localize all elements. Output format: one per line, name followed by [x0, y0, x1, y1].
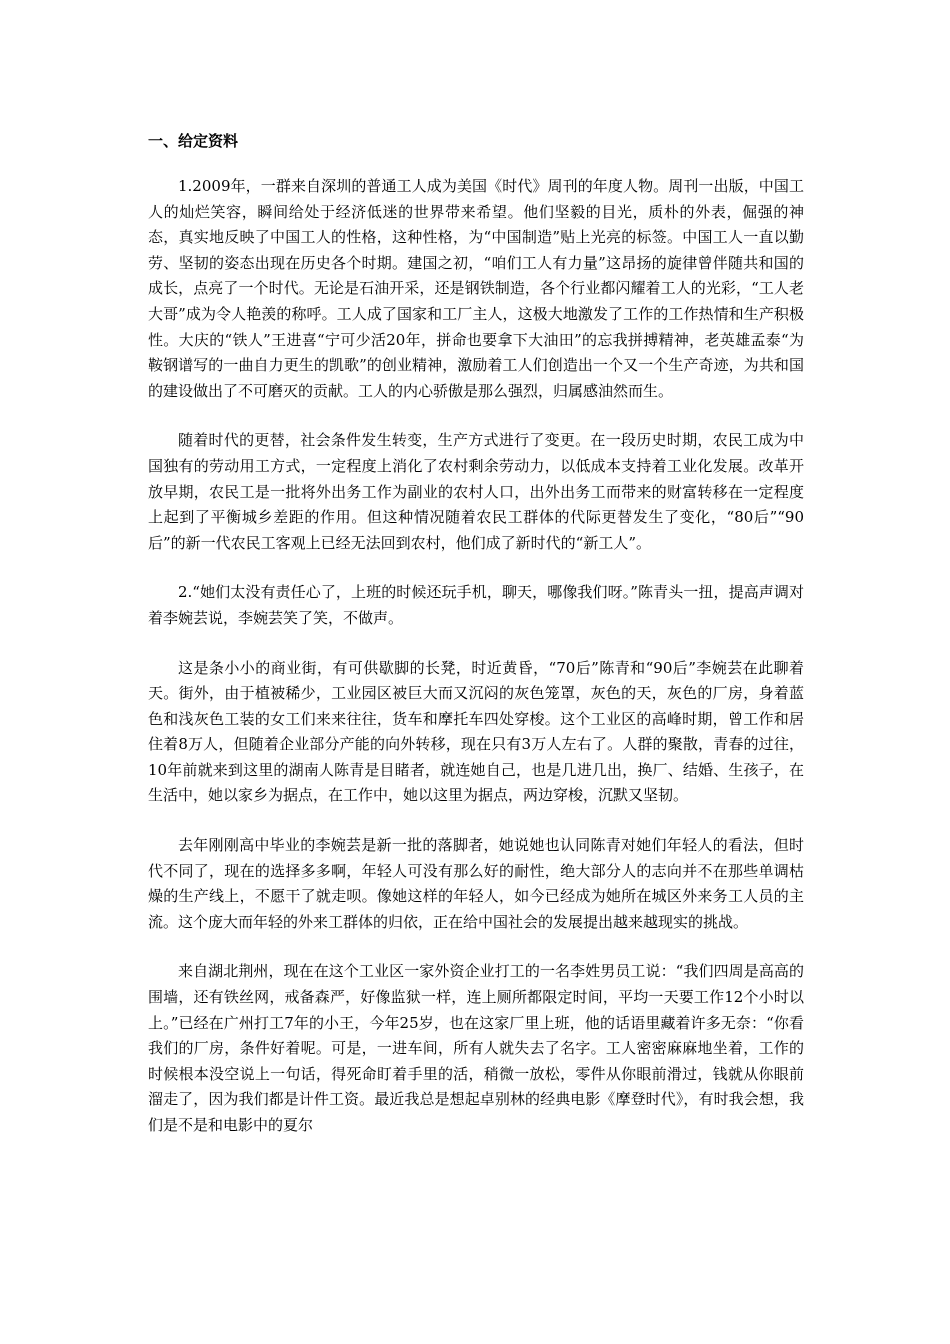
paragraph-4: 这是条小小的商业街，有可供歇脚的长凳，时近黄昏，“70后”陈青和“90后”李婉芸在此聊着天。街外，由于植被稀少，工业园区被巨大而又沉闷的灰色笼罩，灰色的天，灰色的厂房，身着蓝色和浅灰色工装的女工们来来往往，货车和摩托车四处穿梭。这个工业区的高峰时期，曾工作和居住着8万人，但随着企业部分产能的向外转移，现在只有3万人左右了。人群的聚散，青春的过往，10年前就来到这里的湖南人陈青是目睹者，就连她自己，也是几进几出，换厂、结婚、生孩子，在生活中，她以家乡为据点，在工作中，她以这里为据点，两边穿梭，沉默又坚韧。 — [148, 658, 804, 805]
paragraph-6: 来自湖北荆州，现在在这个工业区一家外资企业打工的一名李姓男员工说：“我们四周是高高的围墙，还有铁丝网，戒备森严，好像监狱一样，连上厕所都限定时间，平均一天要工作12个小时以上。”已经在广州打工7年的小王，今年25岁，也在这家厂里上班，他的话语里藏着许多无奈：“你看我们的厂房，条件好着呢。可是，一进车间，所有人就失去了名字。工人密密麻麻地坐着，工作的时候根本没空说上一句话，得死命盯着手里的活，稍微一放松，零件从你眼前滑过，钱就从你眼前溜走了，因为我们都是计件工资。最近我总是想起卓别林的经典电影《摩登时代》，有时我会想，我们是不是和电影中的夏尔 — [148, 962, 804, 1134]
document-body — [148, 174, 804, 1163]
section-heading: 一、给定资料 — [148, 132, 239, 150]
paragraph-2: 随着时代的更替，社会条件发生转变，生产方式进行了变更。在一段历史时期，农民工成为中国独有的劳动用工方式，一定程度上消化了农村剩余劳动力，以低成本支持着工业化发展。改革开放早期，农民工是一批将外出务工作为副业的农村人口，出外出务工而带来的财富转移在一定程度上起到了平衡城乡差距的作用。但这种情况随着农民工群体的代际更替发生了变化，“80后”“90后”的新一代农民工客观上已经无法回到农村，他们成了新时代的“新工人”。 — [148, 431, 804, 552]
paragraph-3: 2.“她们太没有责任心了，上班的时候还玩手机，聊天，哪像我们呀。”陈青头一扭，提高声调对着李婉芸说，李婉芸笑了笑，不做声。 — [148, 583, 804, 627]
paragraph-5: 去年刚刚高中毕业的李婉芸是新一批的落脚者，她说她也认同陈青对她们年轻人的看法，但时代不同了，现在的选择多多啊，年轻人可没有那么好的耐性，绝大部分人的志向并不在那些单调枯燥的生产线上，不愿干了就走呗。像她这样的年轻人，如今已经成为她所在城区外来务工人员的主流。这个庞大而年轻的外来工群体的归依，正在给中国社会的发展提出越来越现实的挑战。 — [148, 836, 804, 931]
paragraph-1: 1.2009年，一群来自深圳的普通工人成为美国《时代》周刊的年度人物。周刊一出版，中国工人的灿烂笑容，瞬间给处于经济低迷的世界带来希望。他们坚毅的目光，质朴的外表，倔强的神态，真实地反映了中国工人的性格，这种性格，为“中国制造”贴上光亮的标签。中国工人一直以勤劳、坚韧的姿态出现在历史各个时期。建国之初，“咱们工人有力量”这昂扬的旋律曾伴随共和国的成长，点亮了一个时代。无论是石油开采，还是钢铁制造，各个行业都闪耀着工人的光彩，“工人老大哥”成为令人艳羡的称呼。工人成了国家和工厂主人，这极大地激发了工作的工作热情和生产积极性。大庆的“铁人”王进喜“宁可少活20年，拼命也要拿下大油田”的忘我拼搏精神，老英雄孟泰“为鞍钢谱写的一曲自力更生的凯歌”的创业精神，激励着工人们创造出一个又一个生产奇迹，为共和国的建设做出了不可磨灭的贡献。工人的内心骄傲是那么强烈，归属感油然而生。 — [148, 177, 804, 400]
